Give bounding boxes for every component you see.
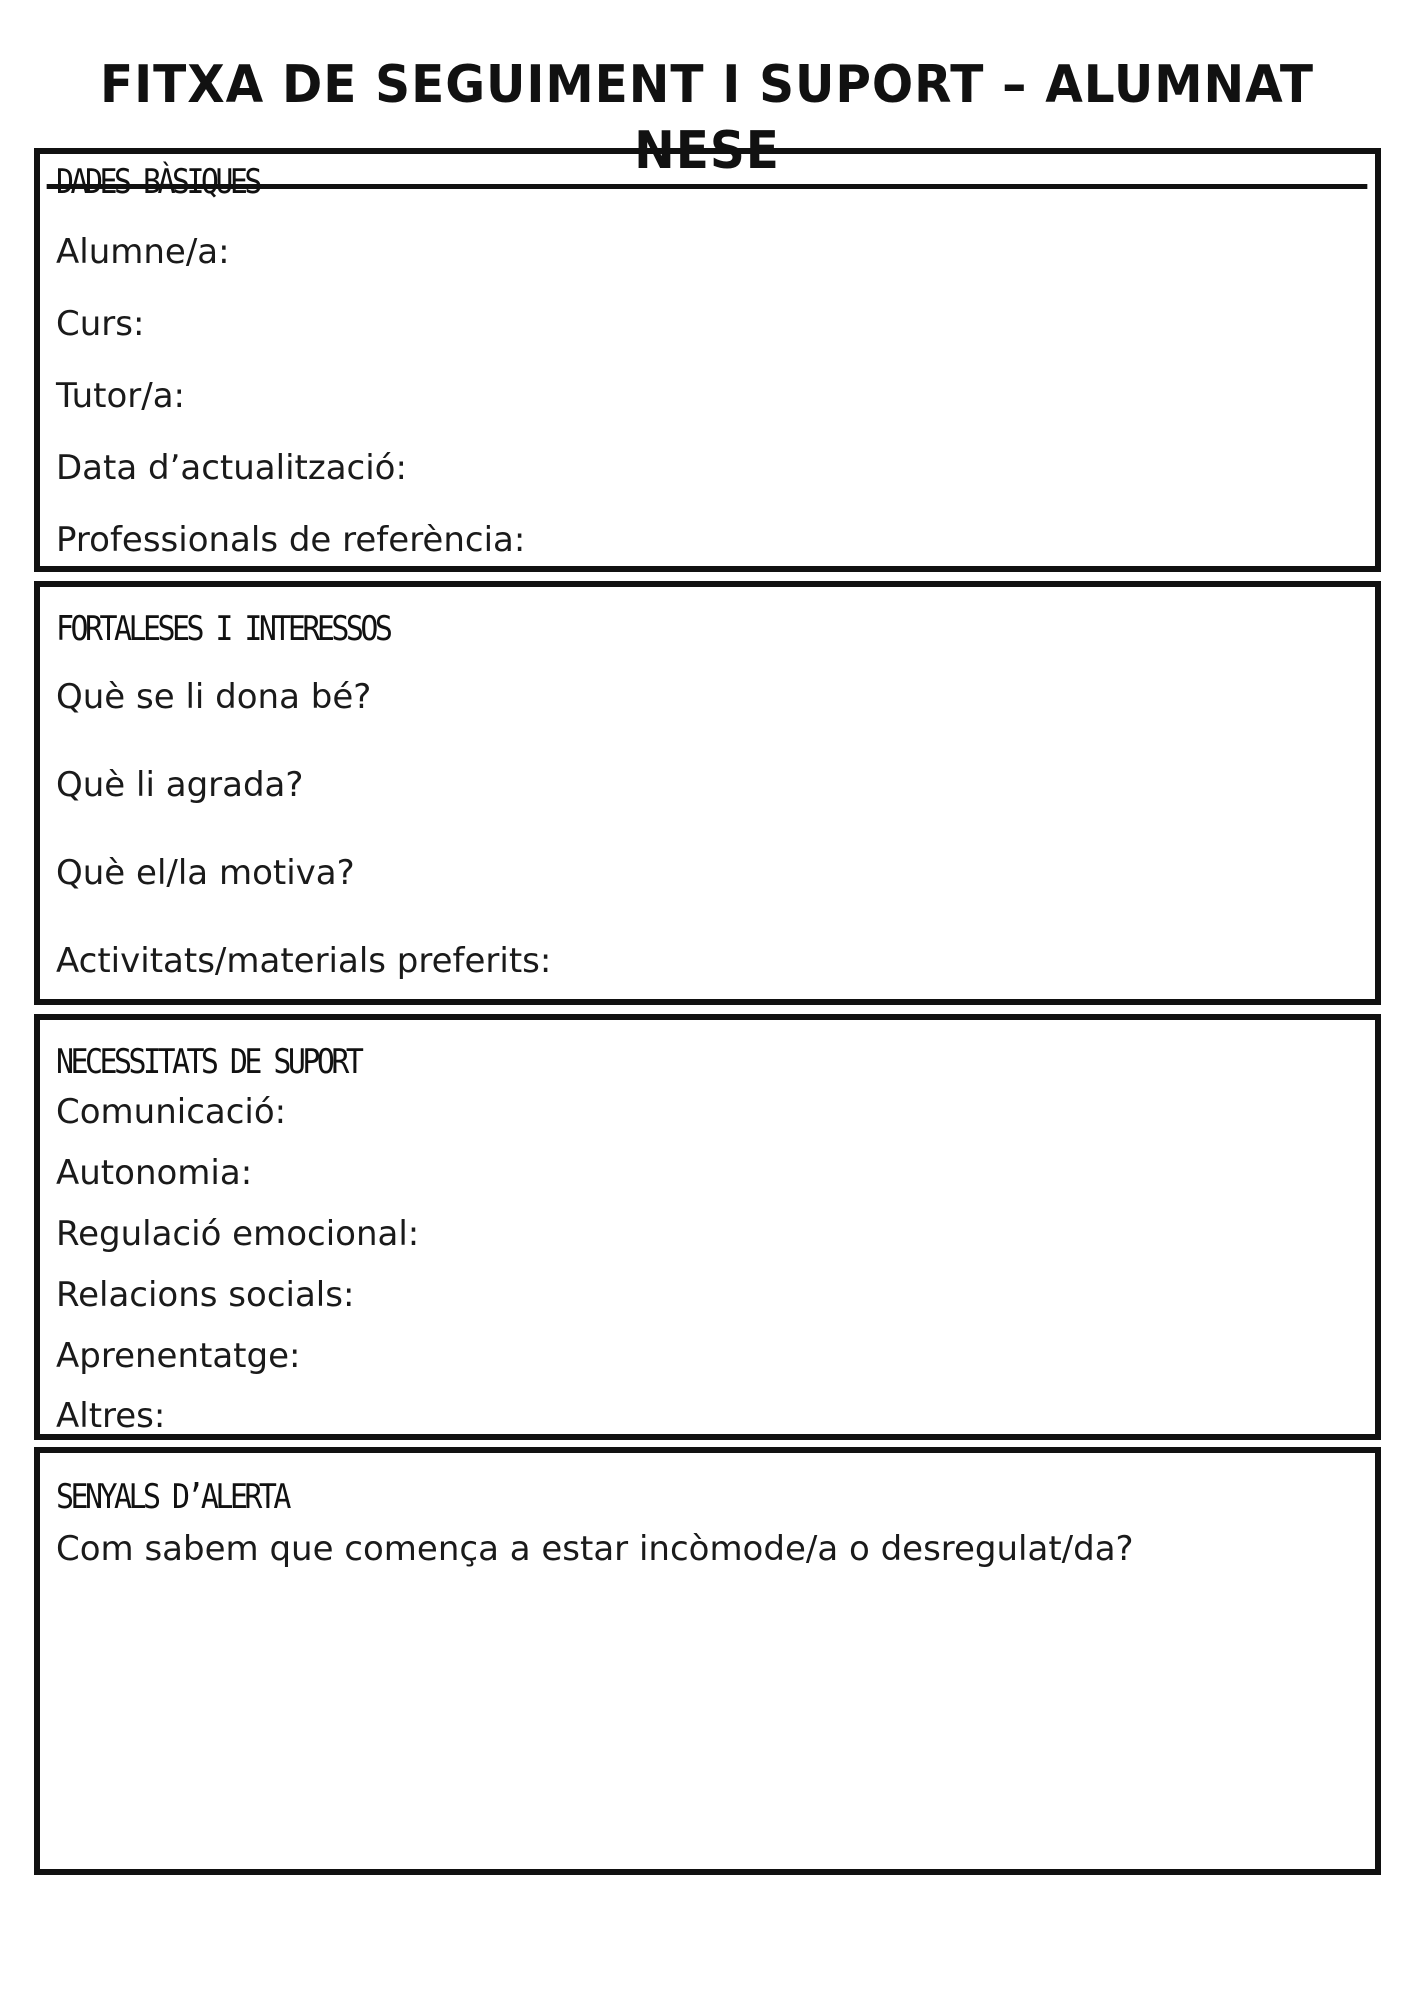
- section-heading-fortaleses-interessos: FORTALESES I INTERESSOS: [56, 609, 390, 649]
- field-professionals-referencia: Professionals de referència:: [56, 520, 526, 560]
- field-regulacio-emocional: Regulació emocional:: [56, 1214, 420, 1254]
- section-heading-dades-basiques: DADES BÀSIQUES: [56, 162, 259, 202]
- section-fortaleses-interessos: [34, 581, 1381, 1005]
- field-relacions-socials: Relacions socials:: [56, 1275, 355, 1315]
- field-que-se-li-dona-be: Què se li dona bé?: [56, 677, 372, 717]
- page-title-text: FITXA DE SEGUIMENT I SUPORT – ALUMNAT NESE: [47, 52, 1368, 189]
- field-autonomia: Autonomia:: [56, 1153, 253, 1193]
- field-curs: Curs:: [56, 304, 145, 344]
- section-heading-senyals-alerta: SENYALS D’ALERTA: [56, 1477, 288, 1517]
- field-alumne: Alumne/a:: [56, 232, 230, 272]
- field-que-li-agrada: Què li agrada?: [56, 765, 304, 805]
- field-activitats-materials: Activitats/materials preferits:: [56, 941, 552, 981]
- field-altres: Altres:: [56, 1396, 166, 1436]
- section-senyals-alerta: [34, 1447, 1381, 1875]
- field-comunicacio: Comunicació:: [56, 1092, 287, 1132]
- field-data-actualitzacio: Data d’actualització:: [56, 448, 407, 488]
- field-com-sabem: Com sabem que comença a estar incòmode/a o desregulat/da?: [56, 1529, 1134, 1569]
- field-tutor: Tutor/a:: [56, 376, 186, 416]
- section-necessitats-suport: [34, 1014, 1381, 1440]
- field-aprenentatge: Aprenentatge:: [56, 1336, 301, 1376]
- section-heading-necessitats-suport: NECESSITATS DE SUPORT: [56, 1042, 361, 1082]
- field-que-el-motiva: Què el/la motiva?: [56, 853, 355, 893]
- section-dades-basiques: [34, 148, 1381, 572]
